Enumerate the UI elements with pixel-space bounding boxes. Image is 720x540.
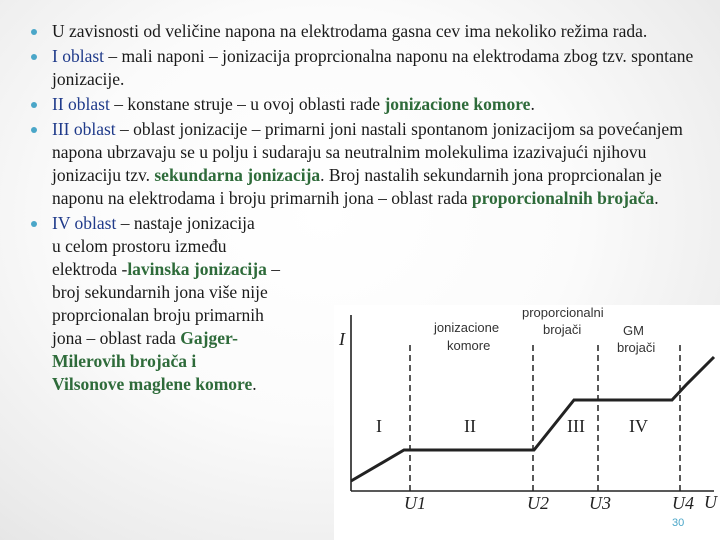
iv-line-1: – nastaje jonizacija <box>120 213 255 233</box>
iv-line-3-end: – <box>266 259 280 279</box>
highlight-proporcionalnih-brojaca: proporcionalnih brojača <box>471 188 655 208</box>
x-axis-label: U <box>704 492 717 512</box>
label-gm-counters-1: GM <box>623 323 644 338</box>
iv-line-end: . <box>252 374 257 394</box>
iv-line-5: proprcionalan broju primarnih <box>52 305 264 325</box>
term-i-oblast: I oblast <box>52 46 105 66</box>
bullet-4 <box>30 118 700 210</box>
term-iv-oblast: IV oblast <box>52 213 117 233</box>
ionization-regions-diagram <box>334 305 720 540</box>
term-ii-oblast: II oblast <box>52 94 110 114</box>
bullet-3-end: . <box>530 94 535 114</box>
highlight-lavinska-jonizacija: lavinska jonizacija <box>127 259 267 279</box>
highlight-jonizacione-komore: jonizacione komore <box>384 94 531 114</box>
bullet-2-text: – mali naponi – jonizacija proprcionalna naponu na elektrodama zbog tzv. spontane jonizacije. <box>52 46 694 89</box>
bullet-4-mid: . Broj nastalih sekundarnih jona proprcionalan je naponu na elektrodama i broju primarnih jona – oblast rada <box>52 165 662 208</box>
label-ionization-chambers-2: komore <box>447 338 491 353</box>
label-gm-counters-2: brojači <box>617 340 656 355</box>
tick-u2: U2 <box>527 493 549 513</box>
highlight-vilsonove-komore: Vilsonove maglene komore <box>52 374 253 394</box>
highlight-milerovih-brojaca: Milerovih brojača i <box>52 351 197 371</box>
label-proportional-counters-2: brojači <box>543 322 582 337</box>
highlight-sekundarna-jonizacija: sekundarna jonizacija <box>154 165 321 185</box>
iv-line-3: elektroda - <box>52 259 128 279</box>
page-number: 30 <box>672 517 685 529</box>
tick-u4: U4 <box>672 493 694 513</box>
term-iii-oblast: III oblast <box>52 119 116 139</box>
bullet-4-end: . <box>654 188 659 208</box>
region-label-ii: II <box>464 416 476 436</box>
label-ionization-chambers-1: jonizacione <box>434 320 500 335</box>
diagram-svg <box>334 305 720 540</box>
iv-line-6: jona – oblast rada <box>52 328 181 348</box>
y-axis-label: I <box>339 329 345 349</box>
iv-line-4: broj sekundarnih jona više nije <box>52 282 268 302</box>
bullet-1-text: U zavisnosti od veličine napona na elektrodama gasna cev ima nekoliko režima rada. <box>52 21 648 41</box>
bullet-1 <box>30 20 700 43</box>
bullet-4-text: – oblast jonizacije – primarni joni nastali spontanom jonizacijom sa povećanjem napona ubrzavaju se u polju i sudaraju sa neutralnim molekulima izazivajući njihovu jonizaciju tzv. <box>52 119 683 185</box>
tick-u1: U1 <box>404 493 426 513</box>
bullet-3 <box>30 93 700 116</box>
region-label-iii: III <box>567 416 585 436</box>
region-label-iv: IV <box>629 416 648 436</box>
bullet-2 <box>30 45 700 91</box>
label-proportional-counters-1: proporcionalni <box>522 305 604 320</box>
region-label-i: I <box>376 416 382 436</box>
highlight-gajger: Gajger- <box>180 328 238 348</box>
iv-line-2: u celom prostoru između <box>52 236 227 256</box>
tick-u3: U3 <box>589 493 611 513</box>
bullet-3-text: – konstane struje – u ovoj oblasti rade <box>109 94 385 114</box>
